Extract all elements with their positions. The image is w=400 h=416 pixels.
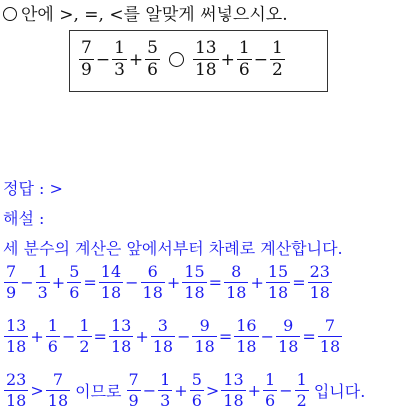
fraction-numerator: 1 [114, 38, 125, 58]
fraction-denominator: 3 [37, 283, 48, 302]
fraction [318, 318, 342, 355]
operator: = [83, 273, 97, 292]
operator: − [279, 381, 293, 400]
fraction-numerator: 16 [236, 316, 257, 335]
operator: > [30, 381, 44, 400]
fraction-denominator: 18 [194, 337, 215, 356]
fraction-numerator: 1 [47, 316, 58, 335]
fraction-denominator: 2 [296, 391, 307, 410]
fraction-numerator: 7 [52, 370, 64, 389]
fraction-numerator: 13 [194, 38, 217, 58]
fraction [221, 372, 245, 409]
fraction [109, 318, 133, 355]
fraction-denominator: 18 [223, 391, 244, 410]
fraction-numerator: 15 [184, 262, 205, 281]
operator: + [166, 273, 181, 292]
operator: = [302, 327, 316, 346]
fraction-denominator: 3 [114, 60, 125, 80]
fraction-denominator: 18 [152, 337, 174, 356]
fraction [234, 318, 258, 355]
fraction-denominator: 3 [160, 391, 171, 410]
fraction-denominator: 18 [226, 283, 247, 302]
fraction [145, 40, 160, 79]
fraction-numerator: 1 [160, 370, 171, 389]
fraction-numerator: 5 [191, 370, 202, 389]
fraction-numerator: 23 [309, 262, 330, 281]
fraction-numerator: 1 [271, 38, 283, 58]
solution-row-2 [3, 318, 343, 355]
fraction [295, 372, 309, 409]
fraction-numerator: 5 [147, 38, 158, 58]
problem-right-expression [192, 40, 286, 79]
fraction [276, 318, 300, 355]
fraction-denominator: 18 [184, 283, 205, 302]
fraction-numerator: 1 [265, 370, 276, 389]
fraction-numerator: 23 [6, 370, 27, 389]
fraction [4, 372, 28, 409]
fraction-denominator: 2 [79, 337, 90, 356]
fraction-denominator: 18 [110, 337, 132, 356]
operator: − [61, 327, 76, 346]
fraction-numerator: 3 [157, 316, 168, 335]
fraction [193, 40, 219, 79]
problem-left-expression [78, 40, 161, 79]
fraction [99, 264, 123, 301]
fraction-numerator: 13 [223, 370, 244, 389]
blank-circle-icon [3, 7, 17, 21]
fraction-denominator: 9 [6, 283, 17, 302]
answer-line: 정답 : > [3, 179, 63, 198]
fraction-denominator: 9 [128, 391, 139, 410]
fraction-denominator: 18 [6, 337, 27, 356]
fraction-denominator: 18 [100, 283, 122, 302]
fraction-denominator: 18 [278, 337, 299, 356]
operator: + [128, 49, 144, 70]
operator: + [174, 381, 188, 400]
operator: + [30, 327, 44, 346]
fraction [46, 318, 60, 355]
operator: − [142, 381, 157, 400]
fraction-denominator: 6 [265, 391, 276, 410]
inline-text: 이므로 [75, 382, 122, 401]
fraction-numerator: 1 [296, 370, 307, 389]
fraction [263, 372, 277, 409]
fraction-denominator: 9 [81, 60, 92, 80]
fraction-denominator: 18 [194, 60, 217, 80]
operator: + [51, 273, 66, 292]
fraction-numerator: 15 [267, 262, 289, 281]
fraction [67, 264, 81, 301]
problem-expression [78, 40, 286, 79]
fraction-numerator: 5 [69, 262, 80, 281]
fraction [308, 264, 332, 301]
operator: > [205, 381, 220, 400]
fraction-numerator: 9 [199, 316, 210, 335]
fraction-numerator: 14 [100, 262, 122, 281]
fraction-denominator: 6 [47, 337, 58, 356]
fraction [224, 264, 248, 301]
fraction [158, 372, 172, 409]
operator: + [135, 327, 149, 346]
fraction [141, 264, 165, 301]
solution-explanation: 세 분수의 계산은 앞에서부터 차례로 계산합니다. [3, 239, 343, 258]
fraction-denominator: 6 [238, 60, 250, 80]
fraction [79, 40, 94, 79]
fraction-denominator: 6 [69, 283, 80, 302]
operator: = [292, 273, 306, 292]
operator: − [253, 49, 268, 70]
operator: = [93, 327, 107, 346]
inline-text: 입니다. [313, 382, 366, 401]
operator: = [208, 273, 223, 292]
fraction-numerator: 9 [283, 316, 294, 335]
operator: + [247, 381, 262, 400]
operator: − [260, 327, 275, 346]
solution-heading: 해설 : [3, 209, 45, 228]
operator: + [220, 49, 235, 70]
fraction [266, 264, 290, 301]
fraction-numerator: 7 [6, 262, 17, 281]
fraction-numerator: 13 [6, 316, 27, 335]
fraction-numerator: 6 [147, 262, 158, 281]
fraction-denominator: 18 [267, 283, 289, 302]
operator: − [20, 273, 34, 292]
fraction [77, 318, 91, 355]
fraction-denominator: 18 [6, 391, 27, 410]
fraction-denominator: 18 [142, 283, 163, 302]
fraction [36, 264, 50, 301]
fraction-numerator: 1 [79, 316, 90, 335]
fraction [190, 372, 204, 409]
question-label: 안에 >, =, <를 알맞게 써넣으시오. [21, 5, 288, 25]
fraction-numerator: 7 [128, 370, 139, 389]
fraction [127, 372, 141, 409]
operator: + [250, 273, 264, 292]
problem-box [69, 30, 328, 92]
fraction-numerator: 1 [238, 38, 250, 58]
solution-row-3 [3, 372, 369, 409]
fraction [192, 318, 216, 355]
fraction [182, 264, 206, 301]
fraction-numerator: 1 [37, 262, 48, 281]
fraction [237, 40, 252, 79]
fraction [4, 318, 28, 355]
answer-circle-blank[interactable] [169, 52, 184, 67]
fraction-numerator: 7 [81, 38, 92, 58]
fraction-denominator: 18 [319, 337, 341, 356]
fraction-denominator: 18 [47, 391, 69, 410]
solution-row-1 [3, 264, 333, 301]
operator: − [125, 273, 139, 292]
fraction-denominator: 6 [147, 60, 158, 80]
operator: − [95, 49, 111, 70]
fraction [4, 264, 18, 301]
fraction-denominator: 2 [271, 60, 283, 80]
fraction-denominator: 18 [236, 337, 257, 356]
fraction [270, 40, 285, 79]
operator: − [177, 327, 191, 346]
fraction-numerator: 8 [231, 262, 242, 281]
fraction-numerator: 7 [324, 316, 336, 335]
question-text [3, 0, 288, 25]
fraction [151, 318, 175, 355]
fraction [112, 40, 127, 79]
fraction-denominator: 6 [191, 391, 202, 410]
fraction-numerator: 13 [110, 316, 132, 335]
operator: = [218, 327, 233, 346]
fraction-denominator: 18 [309, 283, 330, 302]
fraction [46, 372, 70, 409]
